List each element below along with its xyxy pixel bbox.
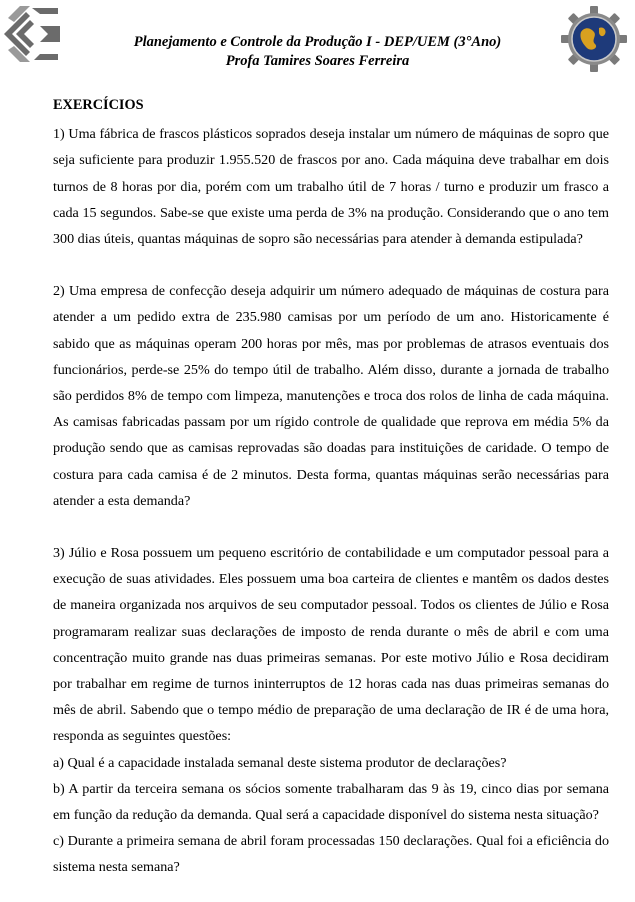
exercise-3c: c) Durante a primeira semana de abril foram processadas 150 declarações. Qual foi a eficiência do sistema nesta semana?: [53, 833, 609, 876]
exercise-3: 3) Júlio e Rosa possuem um pequeno escritório de contabilidade e um computador pessoal para a execução de suas atividades. Eles possuem uma boa carteira de clientes e mantêm os dados destes de maneira organizada nos arquivos de seu computador pessoal. Todos os clientes de Júlio e Rosa programaram realizar suas declarações de imposto de renda durante o mês de abril e com uma concentração muito grande nas duas primeiras semanas. Por este motivo Júlio e Rosa decidiram por trabalhar em regime de turnos ininterruptos de 12 horas cada nas duas primeiras semanas do mês de abril. Sabendo que o tempo médio de preparação de uma declaração de IR é de uma hora, responda as seguintes questões:: [53, 545, 609, 745]
exercise-content: [53, 92, 609, 881]
header-text: [70, 33, 565, 71]
uem-arrows-logo-icon: [0, 4, 62, 64]
page-header: [0, 0, 635, 80]
exercise-2: 2) Uma empresa de confecção deseja adquirir um número adequado de máquinas de costura para atender a um pedido extra de 235.980 camisas por um período de um ano. Historicamente é sabido que as máquinas operam 200 horas por mês, mas por problemas de atrasos eventuais dos funcionários, perde-se 25% do tempo útil de trabalho. Além disso, durante a jornada de trabalho são perdidos 8% de tempo com limpeza, manutenções e troca dos rolos de linha de cada máquina. As camisas fabricadas passam por um rígido controle de qualidade que reprova em média 5% da produção sendo que as camisas reprovadas são doadas para instituições de caridade. O tempo de costura para cada camisa é de 2 minutos. Desta forma, quantas máquinas serão necessárias para atender a esta demanda?: [53, 283, 609, 509]
exercise-1: 1) Uma fábrica de frascos plásticos soprados deseja instalar um número de máquinas de sopro que seja suficiente para produzir 1.955.520 de frascos por ano. Cada máquina deve trabalhar em dois turnos de 8 horas por dia, porém com um trabalho útil de 7 horas / turno e produzir um frasco a cada 15 segundos. Sabe-se que existe uma perda de 3% na produção. Considerando que o ano tem 300 dias úteis, quantas máquinas de sopro são necessárias para atender à demanda estipulada?: [53, 126, 609, 248]
gear-globe-emblem-icon: [561, 6, 627, 72]
exercise-3a: a) Qual é a capacidade instalada semanal deste sistema produtor de declarações?: [53, 754, 507, 771]
course-title: Planejamento e Controle da Produção I - DEP/UEM (3°Ano): [133, 34, 502, 50]
instructor-name: Profa Tamires Soares Ferreira: [225, 53, 410, 69]
exercise-3b: b) A partir da terceira semana os sócios somente trabalharam das 9 às 19, cinco dias por semana em função da redução da demanda. Qual será a capacidade disponível do sistema nesta situação?: [53, 780, 609, 824]
section-heading: EXERCÍCIOS: [53, 97, 144, 113]
